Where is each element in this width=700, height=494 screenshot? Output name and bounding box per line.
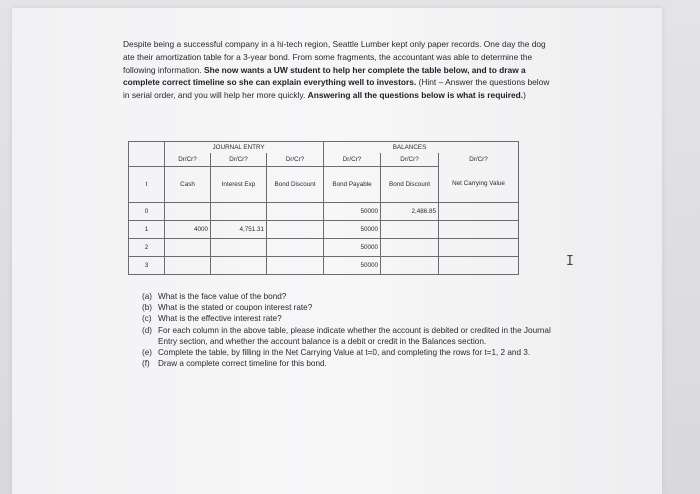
table-row <box>129 239 519 257</box>
question-label: (b) <box>142 303 153 313</box>
cell-discount[interactable] <box>267 257 324 275</box>
questions-list <box>142 291 562 369</box>
question-label: (c) <box>142 314 152 324</box>
intro-required: Answering all the questions below is what is required. <box>307 90 524 101</box>
table-row <box>129 221 519 239</box>
cell-bal-discount[interactable] <box>381 221 439 239</box>
group-header-row <box>129 142 519 153</box>
cell-interest[interactable] <box>211 203 267 221</box>
cell-cash[interactable]: 4000 <box>165 221 211 239</box>
intro-hint: (Hint – Answer the questions below in serial order, and you will help her more quickly. <box>123 77 550 101</box>
header-bond-payable: Bond Payable <box>324 167 381 203</box>
cell-bal-discount[interactable]: 2,486.85 <box>381 203 439 221</box>
cell-ncv[interactable] <box>439 257 519 275</box>
question-text: Draw a complete correct timeline for this bond. <box>158 359 327 369</box>
question-item <box>142 325 562 347</box>
table-row <box>129 203 519 221</box>
cell-cash[interactable] <box>165 203 211 221</box>
drcr-discount: Dr/Cr? <box>267 153 324 167</box>
intro-paragraph <box>123 38 555 102</box>
drcr-payable: Dr/Cr? <box>324 153 381 167</box>
question-label: (e) <box>142 348 153 358</box>
question-text: What is the face value of the bond? <box>158 292 287 301</box>
drcr-bal-discount: Dr/Cr? <box>381 153 439 167</box>
drcr-ncv: Dr/Cr? <box>439 153 519 167</box>
balances-label: BALANCES <box>381 142 439 153</box>
intro-text-2: She now wants a UW student to help her complete the table below, and to draw a complete correct timeline so she can explain everything well to investors. <box>123 64 526 88</box>
journal-entry-label: JOURNAL ENTRY <box>211 142 267 153</box>
text-cursor-icon: I <box>566 254 574 269</box>
cell-discount[interactable] <box>267 221 324 239</box>
cell-cash[interactable] <box>165 239 211 257</box>
drcr-row <box>129 153 519 167</box>
question-item <box>142 302 562 313</box>
journal-entry-table <box>128 141 519 275</box>
question-item <box>142 358 562 369</box>
cell-t: 3 <box>129 257 165 275</box>
question-text: Complete the table, by filling in the Net Carrying Value at t=0, and completing the rows for t=1, 2 and 3. <box>158 348 531 358</box>
table-row <box>129 257 519 275</box>
drcr-cash: Dr/Cr? <box>165 153 211 167</box>
cell-payable[interactable]: 50000 <box>324 221 381 239</box>
question-item <box>142 347 562 358</box>
cell-t: 1 <box>129 221 165 239</box>
drcr-interest: Dr/Cr? <box>211 153 267 167</box>
cell-discount[interactable] <box>267 203 324 221</box>
cell-payable[interactable]: 50000 <box>324 239 381 257</box>
cell-payable[interactable]: 50000 <box>324 203 381 221</box>
intro-close: ) <box>523 90 526 101</box>
cell-discount[interactable] <box>267 239 324 257</box>
question-item <box>142 313 562 324</box>
header-bond-discount: Bond Discount <box>267 167 324 203</box>
header-net-carrying-value: Net Carrying Value <box>439 167 519 203</box>
question-text: What is the stated or coupon interest rate? <box>158 303 313 313</box>
cell-bal-discount[interactable] <box>381 239 439 257</box>
question-label: (f) <box>142 359 150 369</box>
cell-interest[interactable]: 4,751.31 <box>211 221 267 239</box>
header-interest-exp: Interest Exp <box>211 167 267 203</box>
header-cash: Cash <box>165 167 211 203</box>
cell-payable[interactable]: 50000 <box>324 257 381 275</box>
cell-t: 2 <box>129 239 165 257</box>
question-item <box>142 291 562 302</box>
header-t: t <box>129 167 165 203</box>
cell-interest[interactable] <box>211 257 267 275</box>
question-text: What is the effective interest rate? <box>158 314 282 324</box>
cell-ncv[interactable] <box>439 221 519 239</box>
cell-ncv[interactable] <box>439 203 519 221</box>
header-bal-bond-discount: Bond Discount <box>381 167 439 203</box>
cell-ncv[interactable] <box>439 239 519 257</box>
question-text: For each column in the above table, please indicate whether the account is debited or credited in the Journal Entry section, and whether the account balance is a debit or credit in the Balances section. <box>158 325 551 346</box>
question-label: (a) <box>142 292 153 301</box>
intro-text-1: Despite being a successful company in a hi-tech region, Seattle Lumber kept only paper records. One day the dog ate their amortization table for a 3-year bond. From some fragments, the accountant was able to determine the following information. <box>123 39 546 75</box>
cell-bal-discount[interactable] <box>381 257 439 275</box>
cell-interest[interactable] <box>211 239 267 257</box>
question-label: (d) <box>142 325 153 335</box>
cell-cash[interactable] <box>165 257 211 275</box>
column-header-row <box>129 167 519 203</box>
cell-t: 0 <box>129 203 165 221</box>
